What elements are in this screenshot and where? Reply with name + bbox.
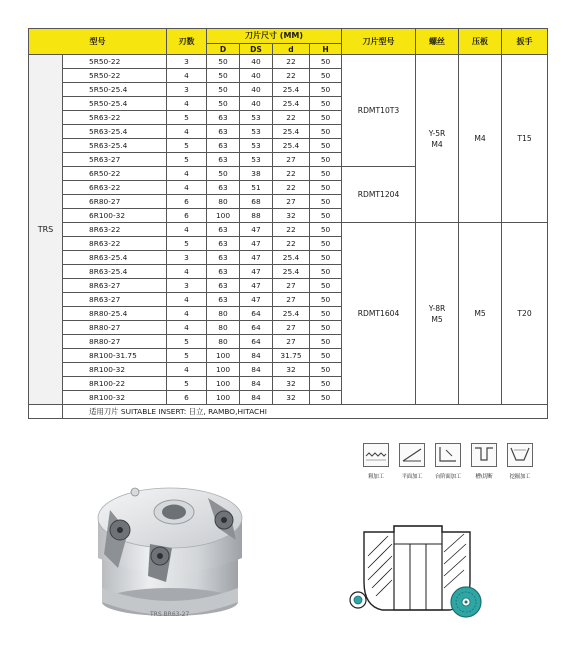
dim-H-cell: 50 <box>310 265 342 279</box>
wrench-cell: T15 <box>502 55 548 223</box>
teeth-cell: 4 <box>167 293 207 307</box>
dim-DS-cell: 64 <box>240 307 273 321</box>
teeth-cell: 4 <box>167 223 207 237</box>
operation-slotting <box>469 443 499 480</box>
model-cell: 8R100-31.75 <box>63 349 167 363</box>
dim-H-cell: 50 <box>310 363 342 377</box>
operation-label: 台阶面加工 <box>435 474 461 480</box>
teeth-cell: 4 <box>167 125 207 139</box>
dim-H-cell: 50 <box>310 335 342 349</box>
dim-d-cell: 25.4 <box>273 139 310 153</box>
operation-label: 槽\切断 <box>475 474 493 480</box>
dim-d-cell: 25.4 <box>273 83 310 97</box>
dim-DS-cell: 47 <box>240 237 273 251</box>
dim-d-cell: 22 <box>273 237 310 251</box>
dim-d-cell: 27 <box>273 321 310 335</box>
dim-d-cell: 25.4 <box>273 97 310 111</box>
teeth-cell: 4 <box>167 69 207 83</box>
model-cell: 8R100-22 <box>63 377 167 391</box>
dim-d-cell: 22 <box>273 181 310 195</box>
dim-D-cell: 50 <box>207 83 240 97</box>
operation-label: 平面加工 <box>401 474 423 480</box>
dim-D-cell: 63 <box>207 111 240 125</box>
dim-H-cell: 50 <box>310 237 342 251</box>
screw-thread: M4 <box>431 139 443 149</box>
dim-H-cell: 50 <box>310 209 342 223</box>
model-cell: 6R80-27 <box>63 195 167 209</box>
header-D: D <box>207 44 240 55</box>
pocket-milling-icon <box>507 443 533 467</box>
teeth-cell: 3 <box>167 279 207 293</box>
dim-d-cell: 31.75 <box>273 349 310 363</box>
dim-D-cell: 63 <box>207 279 240 293</box>
dim-d-cell: 27 <box>273 279 310 293</box>
model-cell: 5R50-25.4 <box>63 97 167 111</box>
operation-rough <box>361 443 391 480</box>
dim-DS-cell: 68 <box>240 195 273 209</box>
face-milling-icon <box>399 443 425 467</box>
dim-DS-cell: 53 <box>240 153 273 167</box>
dim-d-cell: 22 <box>273 223 310 237</box>
model-cell: 5R63-22 <box>63 111 167 125</box>
dim-H-cell: 50 <box>310 83 342 97</box>
dim-H-cell: 50 <box>310 69 342 83</box>
dim-d-cell: 22 <box>273 55 310 69</box>
dim-H-cell: 50 <box>310 223 342 237</box>
model-cell: 8R63-22 <box>63 223 167 237</box>
screw-code: Y-8R <box>428 303 446 313</box>
header-H: H <box>310 44 342 55</box>
dim-H-cell: 50 <box>310 279 342 293</box>
model-cell: 6R50-22 <box>63 167 167 181</box>
dim-DS-cell: 84 <box>240 363 273 377</box>
dim-H-cell: 50 <box>310 125 342 139</box>
model-cell: 5R63-25.4 <box>63 125 167 139</box>
clamp-cell: M4 <box>459 55 502 223</box>
dim-d-cell: 27 <box>273 195 310 209</box>
dim-d-cell: 27 <box>273 153 310 167</box>
dim-D-cell: 80 <box>207 307 240 321</box>
model-cell: 5R50-22 <box>63 69 167 83</box>
dim-H-cell: 50 <box>310 181 342 195</box>
dim-H-cell: 50 <box>310 321 342 335</box>
dim-DS-cell: 40 <box>240 69 273 83</box>
model-cell: 8R80-27 <box>63 335 167 349</box>
dim-d-cell: 32 <box>273 377 310 391</box>
dim-d-cell: 22 <box>273 69 310 83</box>
shoulder-milling-icon <box>435 443 461 467</box>
dim-d-cell: 27 <box>273 293 310 307</box>
header-teeth: 刃数 <box>167 29 207 55</box>
teeth-cell: 4 <box>167 265 207 279</box>
model-cell: 5R50-22 <box>63 55 167 69</box>
model-cell: 5R63-27 <box>63 153 167 167</box>
dim-D-cell: 63 <box>207 223 240 237</box>
dim-H-cell: 50 <box>310 111 342 125</box>
teeth-cell: 6 <box>167 209 207 223</box>
model-cell: 5R50-25.4 <box>63 83 167 97</box>
model-cell: 8R63-27 <box>63 279 167 293</box>
dim-d-cell: 32 <box>273 209 310 223</box>
cutter-section-diagram <box>338 522 498 622</box>
spec-table <box>28 28 548 419</box>
wrench-cell: T20 <box>502 223 548 405</box>
dim-d-cell: 25.4 <box>273 251 310 265</box>
header-screw: 螺丝 <box>416 29 459 55</box>
operation-label: 挖掘加工 <box>509 474 531 480</box>
dim-D-cell: 50 <box>207 97 240 111</box>
dim-D-cell: 50 <box>207 167 240 181</box>
dim-DS-cell: 84 <box>240 349 273 363</box>
dim-D-cell: 80 <box>207 195 240 209</box>
teeth-cell: 4 <box>167 321 207 335</box>
screw-cell <box>416 223 459 405</box>
dim-d-cell: 25.4 <box>273 265 310 279</box>
operation-shoulder <box>433 443 463 480</box>
model-cell: 8R100-32 <box>63 391 167 405</box>
dim-D-cell: 63 <box>207 237 240 251</box>
clamp-cell: M5 <box>459 223 502 405</box>
dim-d-cell: 25.4 <box>273 125 310 139</box>
dim-H-cell: 50 <box>310 377 342 391</box>
teeth-cell: 5 <box>167 335 207 349</box>
model-cell: 6R63-22 <box>63 181 167 195</box>
dim-D-cell: 63 <box>207 139 240 153</box>
model-cell: 8R63-22 <box>63 237 167 251</box>
dim-H-cell: 50 <box>310 293 342 307</box>
dim-H-cell: 50 <box>310 307 342 321</box>
dim-DS-cell: 64 <box>240 321 273 335</box>
dim-D-cell: 100 <box>207 209 240 223</box>
teeth-cell: 3 <box>167 83 207 97</box>
model-cell: 8R80-25.4 <box>63 307 167 321</box>
dim-DS-cell: 47 <box>240 265 273 279</box>
model-cell: 8R100-32 <box>63 363 167 377</box>
series-cell: TRS <box>29 55 63 405</box>
dim-d-cell: 27 <box>273 335 310 349</box>
teeth-cell: 5 <box>167 139 207 153</box>
rough-machining-icon <box>363 443 389 467</box>
dim-H-cell: 50 <box>310 167 342 181</box>
dim-H-cell: 50 <box>310 139 342 153</box>
dim-DS-cell: 40 <box>240 83 273 97</box>
dim-DS-cell: 47 <box>240 223 273 237</box>
slotting-icon <box>471 443 497 467</box>
model-cell: 6R100-32 <box>63 209 167 223</box>
dim-D-cell: 63 <box>207 293 240 307</box>
model-cell: 5R63-25.4 <box>63 139 167 153</box>
insert-model-cell: RDMT1604 <box>342 223 416 405</box>
operation-face <box>397 443 427 480</box>
model-cell: 8R80-27 <box>63 321 167 335</box>
teeth-cell: 5 <box>167 349 207 363</box>
dim-D-cell: 100 <box>207 377 240 391</box>
dim-D-cell: 80 <box>207 335 240 349</box>
dim-H-cell: 50 <box>310 195 342 209</box>
spec-table-body <box>29 55 548 419</box>
dim-DS-cell: 47 <box>240 251 273 265</box>
teeth-cell: 4 <box>167 167 207 181</box>
table-row <box>29 55 548 69</box>
dim-D-cell: 80 <box>207 321 240 335</box>
dim-D-cell: 50 <box>207 55 240 69</box>
dim-D-cell: 63 <box>207 125 240 139</box>
screw-thread: M5 <box>431 314 443 324</box>
dim-D-cell: 63 <box>207 251 240 265</box>
model-cell: 8R63-25.4 <box>63 265 167 279</box>
teeth-cell: 5 <box>167 237 207 251</box>
teeth-cell: 5 <box>167 111 207 125</box>
product-marking: TRS BR63-27 <box>150 611 190 618</box>
dim-DS-cell: 38 <box>240 167 273 181</box>
operation-label: 粗加工 <box>368 474 384 480</box>
dim-DS-cell: 53 <box>240 111 273 125</box>
dim-DS-cell: 84 <box>240 391 273 405</box>
teeth-cell: 6 <box>167 391 207 405</box>
teeth-cell: 4 <box>167 363 207 377</box>
teeth-cell: 5 <box>167 153 207 167</box>
screw-cell <box>416 55 459 223</box>
model-cell: 8R63-27 <box>63 293 167 307</box>
header-model: 型号 <box>29 29 167 55</box>
dim-d-cell: 22 <box>273 111 310 125</box>
dim-D-cell: 63 <box>207 181 240 195</box>
dim-DS-cell: 88 <box>240 209 273 223</box>
milling-cutter-image <box>90 470 250 630</box>
header-d: d <box>273 44 310 55</box>
dim-DS-cell: 51 <box>240 181 273 195</box>
header-insert-dims: 刀片尺寸 (MM) <box>207 29 342 44</box>
table-row <box>29 223 548 237</box>
teeth-cell: 5 <box>167 377 207 391</box>
dim-D-cell: 50 <box>207 69 240 83</box>
header-clamp: 压板 <box>459 29 502 55</box>
dim-H-cell: 50 <box>310 349 342 363</box>
dim-d-cell: 25.4 <box>273 307 310 321</box>
header-DS: DS <box>240 44 273 55</box>
insert-model-cell: RDMT10T3 <box>342 55 416 167</box>
machining-operations <box>361 443 541 493</box>
dim-H-cell: 50 <box>310 97 342 111</box>
screw-code: Y-5R <box>428 128 446 138</box>
dim-D-cell: 100 <box>207 363 240 377</box>
dim-H-cell: 50 <box>310 153 342 167</box>
dim-DS-cell: 64 <box>240 335 273 349</box>
teeth-cell: 4 <box>167 181 207 195</box>
dim-H-cell: 50 <box>310 55 342 69</box>
dim-DS-cell: 84 <box>240 377 273 391</box>
dim-DS-cell: 47 <box>240 293 273 307</box>
header-insert-model: 刀片型号 <box>342 29 416 55</box>
dim-D-cell: 100 <box>207 391 240 405</box>
insert-model-cell: RDMT1204 <box>342 167 416 223</box>
header-wrench: 扳手 <box>502 29 548 55</box>
dim-DS-cell: 40 <box>240 97 273 111</box>
dim-DS-cell: 53 <box>240 139 273 153</box>
dim-D-cell: 63 <box>207 265 240 279</box>
dim-d-cell: 32 <box>273 363 310 377</box>
dim-H-cell: 50 <box>310 251 342 265</box>
footer-blank-cell <box>29 405 63 419</box>
model-cell: 8R63-25.4 <box>63 251 167 265</box>
suitable-insert-note: 适用刀片 SUITABLE INSERT: 日立, RAMBO,HITACHI <box>63 405 548 419</box>
dim-d-cell: 32 <box>273 391 310 405</box>
teeth-cell: 3 <box>167 55 207 69</box>
dim-d-cell: 22 <box>273 167 310 181</box>
operation-pocket <box>505 443 535 480</box>
teeth-cell: 3 <box>167 251 207 265</box>
teeth-cell: 6 <box>167 195 207 209</box>
dim-H-cell: 50 <box>310 391 342 405</box>
dim-DS-cell: 47 <box>240 279 273 293</box>
dim-D-cell: 63 <box>207 153 240 167</box>
teeth-cell: 4 <box>167 97 207 111</box>
table-footer-row <box>29 405 548 419</box>
dim-DS-cell: 53 <box>240 125 273 139</box>
dim-DS-cell: 40 <box>240 55 273 69</box>
dim-D-cell: 100 <box>207 349 240 363</box>
teeth-cell: 4 <box>167 307 207 321</box>
